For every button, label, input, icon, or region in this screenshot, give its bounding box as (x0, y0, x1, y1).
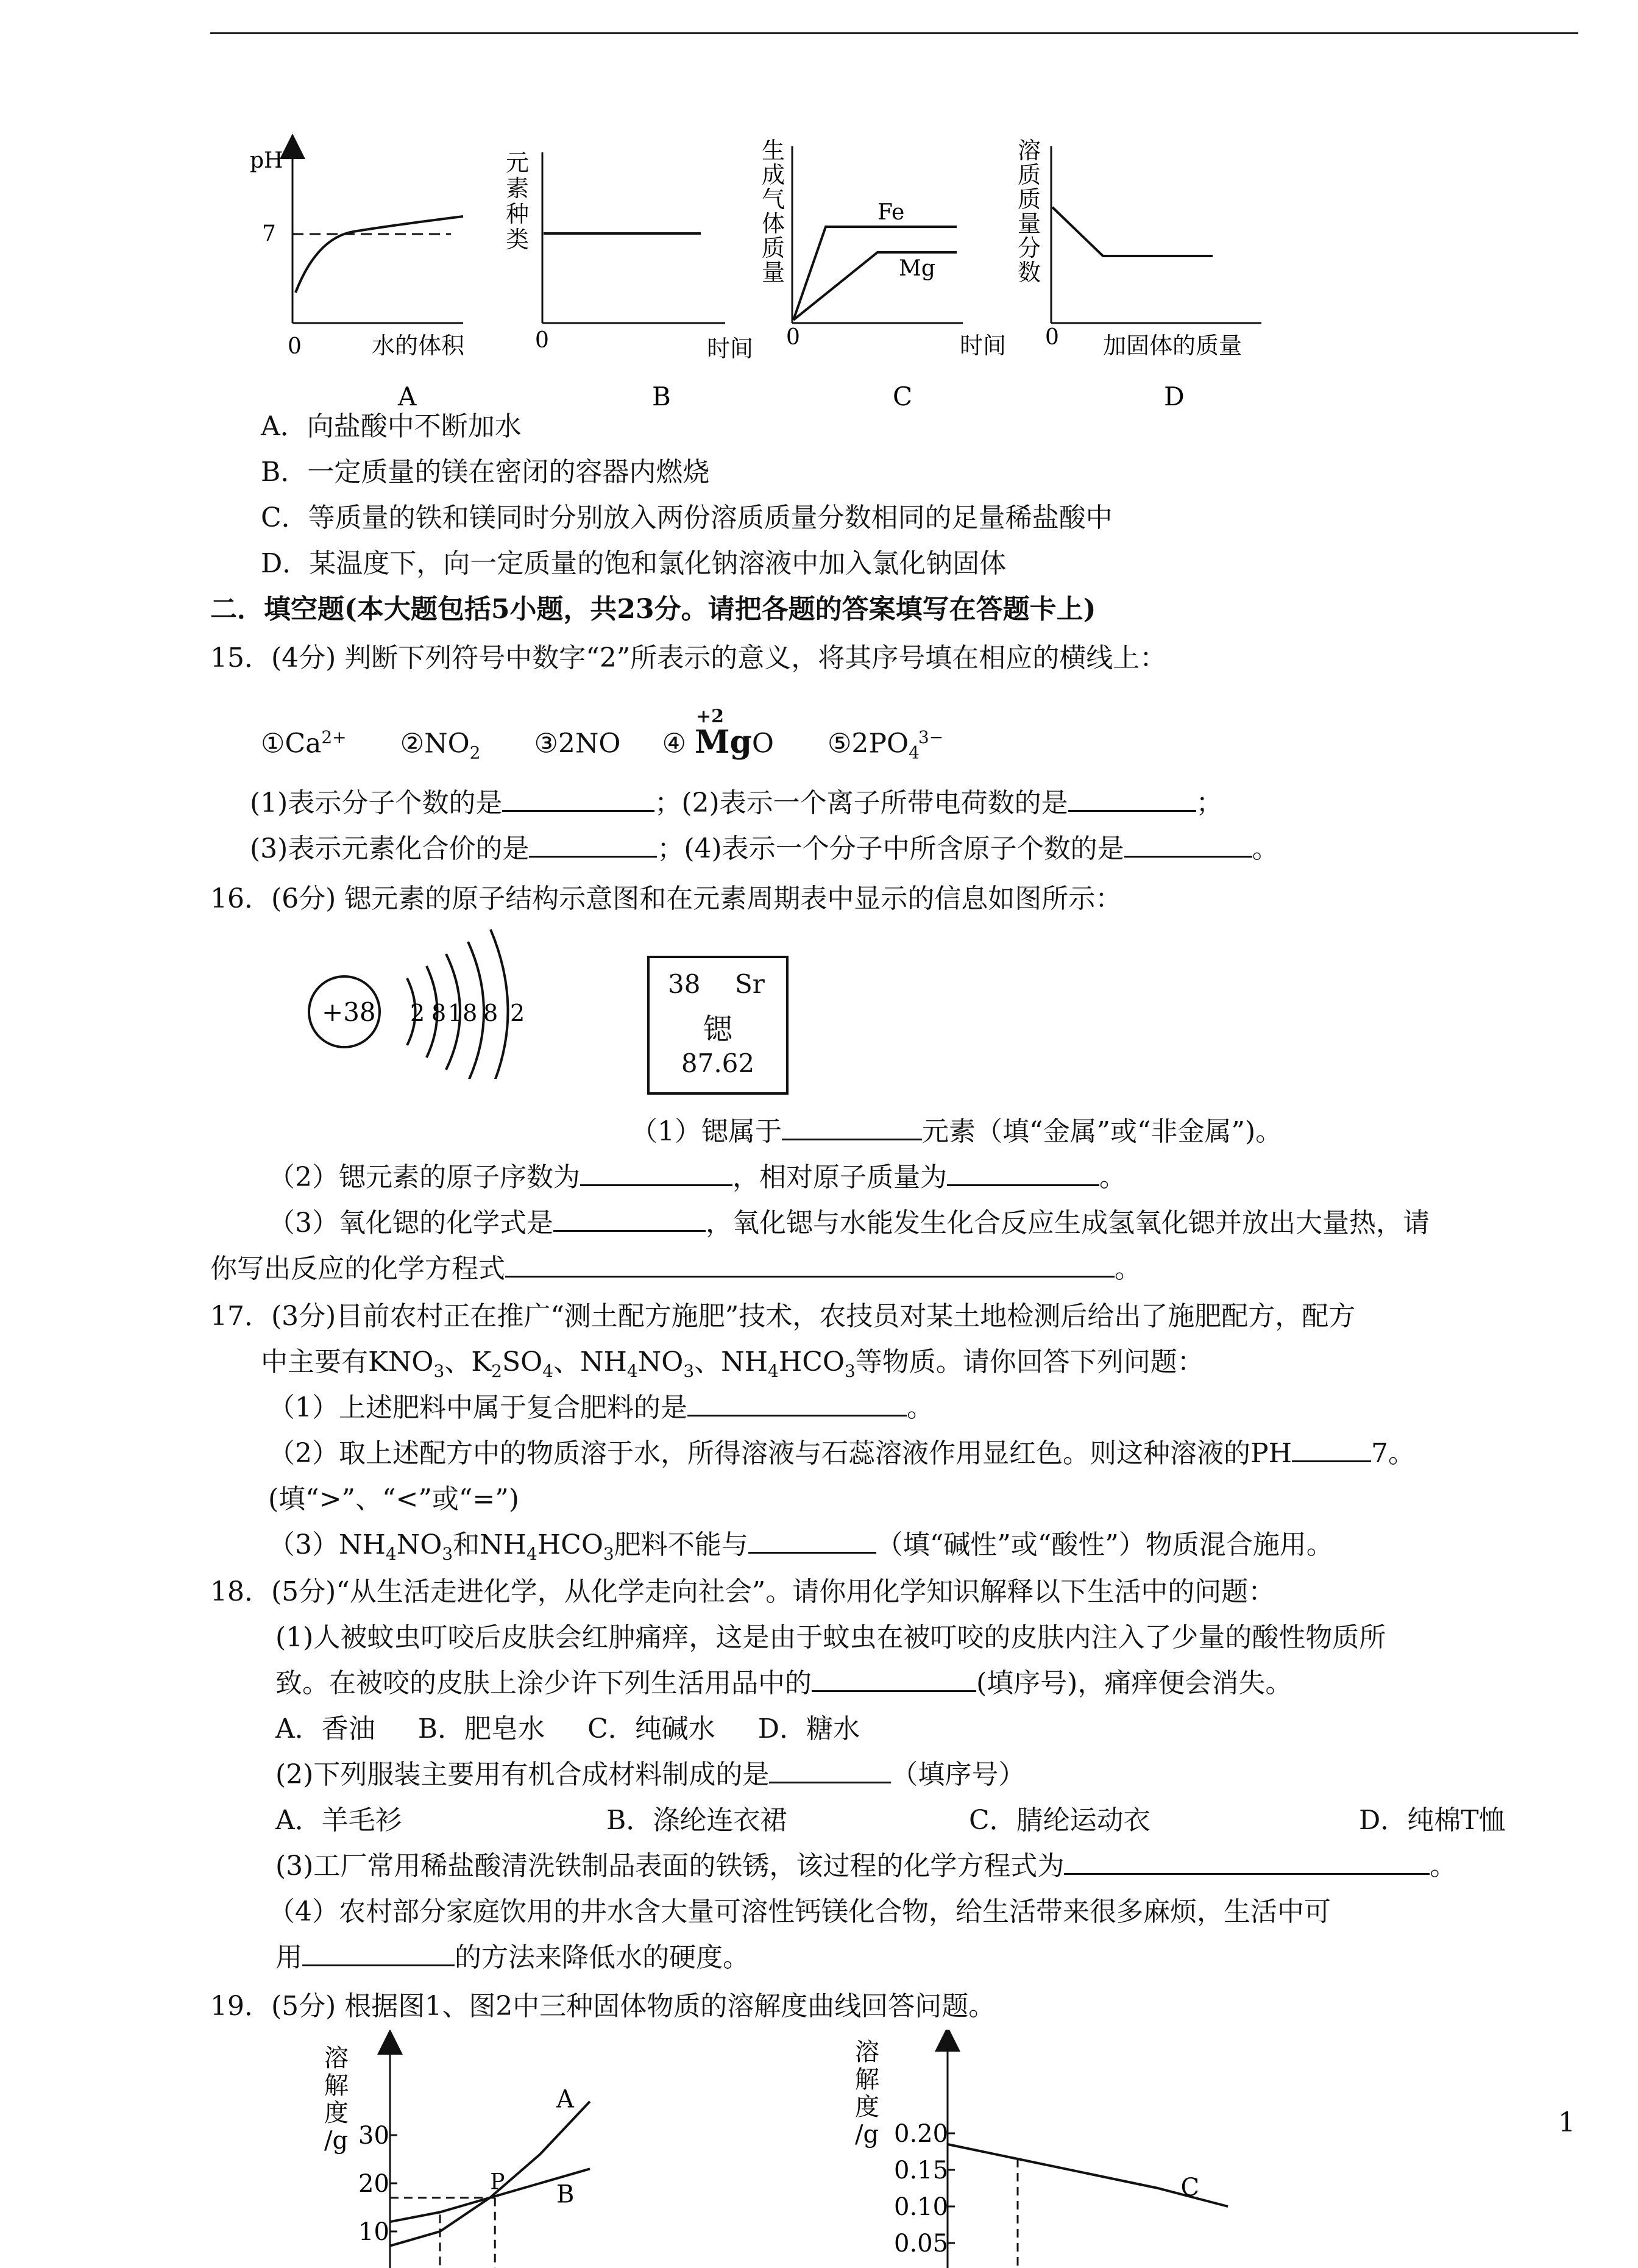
svg-text:解: 解 (324, 2072, 349, 2100)
q15-semicolon: ； (1196, 787, 1223, 819)
q17-s1: 3 (433, 1360, 445, 1381)
q15-symbol-4 (694, 705, 752, 763)
q17-t8: 等物质。请你回答下列问题： (855, 1346, 1204, 1378)
q18-opt2-b: B．涤纶连衣裙 (606, 1805, 787, 1836)
chart1-ylabel (324, 2044, 349, 2155)
q15-symbol-4-prefix: ④ (662, 728, 686, 759)
q15-mg: Mg (694, 723, 752, 761)
q17-t14: （填“碱性”或“酸性”）物质混合施用。 (876, 1529, 1333, 1560)
q15-prompt-4: ；(4)表示一个分子中所含原子个数的是 (657, 833, 1124, 864)
header-rule (210, 32, 1578, 34)
cell-element-name: 锶 (703, 1012, 732, 1047)
shell-2: 8 (431, 1000, 447, 1026)
q17-s11: 3 (603, 1543, 614, 1564)
q17-line-4 (268, 1527, 1333, 1573)
q16-prompt-3: （3）氧化锶的化学式是 (268, 1207, 553, 1239)
q18-prompt-4b: 用 (275, 1942, 302, 1973)
shell-4: 8 (483, 1000, 498, 1026)
svg-text:溶: 溶 (324, 2044, 349, 2072)
page-number: 1 (1558, 2107, 1575, 2138)
graph-a-ylabel: pH (250, 148, 283, 173)
graph-c (762, 137, 1006, 411)
graph-a-tick-7: 7 (262, 221, 276, 246)
q16-line-1 (631, 1114, 1282, 1150)
q17-prompt-2b: 7。 (1370, 1438, 1415, 1469)
q18-blank-3[interactable] (1064, 1849, 1430, 1875)
q15-symbol-5-sub: 4 (909, 742, 920, 763)
q17-prompt-2: （2）取上述配方中的物质溶于水，所得溶液与石蕊溶液作用显红色。则这种溶液的PH (268, 1438, 1292, 1469)
q16-prompt-2c: 。 (1099, 1162, 1126, 1193)
graph-c-fe-label: Fe (878, 200, 905, 225)
q17-t7: HCO (778, 1346, 845, 1378)
q18-opt1-d: D．糖水 (757, 1713, 860, 1744)
svg-text:解: 解 (855, 2066, 879, 2094)
q16-blank-1[interactable] (782, 1114, 922, 1140)
q17-prompt-1: （1）上述肥料中属于复合肥料的是 (268, 1392, 687, 1423)
periodic-cell (647, 956, 789, 1095)
q15-blank-2[interactable] (1068, 786, 1196, 812)
q17-blank-3[interactable] (748, 1527, 876, 1554)
q17-line-2 (268, 1435, 1415, 1472)
q15-prompt-2: ；(2)表示一个离子所带电荷数的是 (654, 787, 1068, 819)
q15-blank-1[interactable] (502, 786, 654, 812)
q15-line-2 (250, 831, 1279, 867)
q19-stem: 19．(5分) 根据图1、图2中三种固体物质的溶解度曲线回答问题。 (210, 1991, 996, 2022)
q17-blank-2[interactable] (1292, 1436, 1371, 1462)
q16-prompt-1: （1）锶属于 (631, 1116, 782, 1147)
q16-line-3 (268, 1205, 1430, 1242)
q14-graphs (232, 134, 1292, 421)
q17-s7: 3 (844, 1360, 856, 1381)
strontium-atom-diagram (299, 914, 555, 1079)
q15-symbol-3: ③2NO (534, 728, 621, 759)
q18-opt2-c: C．腈纶运动衣 (969, 1805, 1150, 1836)
q17-t2: 、K (444, 1346, 492, 1378)
q15-symbol-1: ①Ca (261, 728, 322, 759)
graph-c-ylabel: 生成气体质量 (762, 137, 785, 286)
q17-s4: 4 (626, 1360, 638, 1381)
cell-atomic-mass: 87.62 (681, 1048, 755, 1078)
q15-symbol-5: ⑤2PO (827, 728, 909, 759)
q18-line-6 (275, 1939, 750, 1976)
q17-line-3: (填“>”、“<”或“=”) (268, 1484, 519, 1515)
q18-options-1 (275, 1711, 860, 1747)
q15-blank-3[interactable] (529, 831, 657, 858)
q14-option-a: A．向盐酸中不断加水 (261, 411, 522, 442)
q15-symbol-2-sub: 2 (469, 742, 481, 763)
chart1-ytick-30: 30 (358, 2122, 389, 2150)
q18-blank-1[interactable] (812, 1666, 976, 1692)
q16-prompt-3d: 。 (1115, 1253, 1141, 1284)
q17-line-1 (268, 1390, 934, 1426)
q18-prompt-3b: 。 (1430, 1850, 1457, 1882)
svg-text:溶: 溶 (855, 2038, 879, 2066)
chart1-point-p: P (490, 2169, 505, 2195)
chart2-ytick-0.15: 0.15 (894, 2156, 949, 2184)
graph-d-letter: D (1164, 382, 1185, 411)
nucleus-charge: +38 (322, 997, 376, 1027)
q16-blank-3[interactable] (947, 1160, 1099, 1186)
q17-s5: 3 (683, 1360, 695, 1381)
q16-prompt-2: （2）锶元素的原子序数为 (268, 1162, 580, 1193)
graph-a-xlabel: 水的体积 (372, 332, 465, 359)
q15-prompt-3: (3)表示元素化合价的是 (250, 833, 530, 864)
q18-opt2-d: D．纯棉T恤 (1359, 1805, 1506, 1836)
graph-c-xlabel: 时间 (960, 332, 1007, 359)
q18-opt1-b: B．肥皂水 (417, 1713, 545, 1744)
q17-s6: 4 (768, 1360, 779, 1381)
section-2-title: 二．填空题(本大题包括5小题，共23分。请把各题的答案填写在答题卡上) (210, 594, 1096, 625)
q17-t5: NO (637, 1346, 684, 1378)
q17-t4: 、NH (553, 1346, 627, 1378)
graph-d-origin: 0 (1045, 325, 1059, 350)
q18-prompt-2b: （填序号） (891, 1759, 1026, 1790)
q17-t1: 中主要有KNO (261, 1346, 434, 1378)
q14-option-b: B．一定质量的镁在密闭的容器内燃烧 (261, 457, 710, 488)
graph-b-letter: B (652, 382, 671, 411)
q16-prompt-2b: ，相对原子质量为 (732, 1162, 947, 1193)
chart2-ytick-0.05: 0.05 (894, 2230, 949, 2258)
q14-option-c: C．等质量的铁和镁同时分别放入两份溶质质量分数相同的足量稀盐酸中 (261, 502, 1113, 533)
chart2-ytick-0.20: 0.20 (894, 2120, 949, 2148)
q17-blank-1[interactable] (687, 1390, 907, 1417)
q15-period: 。 (1252, 833, 1279, 864)
q18-line-4 (275, 1848, 1456, 1885)
q16-prompt-1b: 元素（填“金属”或“非金属”)。 (922, 1116, 1283, 1147)
q18-prompt-1c: (填序号)，痛痒便会消失。 (976, 1668, 1292, 1699)
q18-prompt-3: (3)工厂常用稀盐酸清洗铁制品表面的铁锈，该过程的化学方程式为 (275, 1850, 1065, 1882)
q18-prompt-2: (2)下列服装主要用有机合成材料制成的是 (275, 1759, 770, 1790)
cell-atomic-number: 38 (668, 969, 701, 999)
svg-text:度: 度 (324, 2099, 349, 2127)
q18-blank-4[interactable] (302, 1940, 455, 1966)
svg-text:/g: /g (855, 2120, 879, 2149)
q17-prompt-1b: 。 (907, 1392, 934, 1423)
svg-text:/g: /g (324, 2127, 349, 2155)
q15-symbol-5-sup: 3− (918, 727, 944, 747)
q15-blank-4[interactable] (1124, 831, 1252, 858)
q16-prompt-3b: ，氧化锶与水能发生化合反应生成氢氧化锶并放出大量热，请 (706, 1207, 1430, 1239)
q18-opt2-a: A．羊毛衫 (275, 1805, 402, 1836)
q17-t9: （3）NH (268, 1529, 386, 1560)
q14-option-d: D．某温度下，向一定质量的饱和氯化钠溶液中加入氯化钠固体 (261, 548, 1007, 579)
chart1-series-label-A: A (556, 2085, 574, 2114)
graph-a (250, 146, 465, 411)
q17-s9: 3 (442, 1543, 453, 1564)
q17-t3: SO (502, 1346, 543, 1378)
chart1-series-label-B: B (556, 2180, 575, 2209)
graph-d (1018, 137, 1261, 411)
cell-symbol: Sr (735, 969, 765, 999)
graph-c-letter: C (893, 382, 913, 411)
chart2-ytick-0.10: 0.10 (894, 2193, 949, 2221)
svg-text:度: 度 (855, 2093, 879, 2121)
chart1-ytick-20: 20 (358, 2170, 389, 2198)
q17-t11: 和NH (453, 1529, 526, 1560)
solubility-chart-2 (850, 2030, 1313, 2268)
q15-prompt-1: (1)表示分子个数的是 (250, 787, 503, 819)
q17-stem-2 (261, 1344, 1204, 1390)
q15-symbol-4-o: O (751, 728, 774, 759)
q18-stem: 18．(5分)“从生活走进化学，从化学走向社会”。请你用化学知识解释以下生活中的问题： (210, 1576, 1275, 1607)
q18-line-2 (275, 1665, 1292, 1702)
q17-t10: NO (396, 1529, 442, 1560)
q16-line-2 (268, 1159, 1126, 1196)
q18-blank-2[interactable] (769, 1757, 891, 1783)
q16-prompt-3c: 你写出反应的化学方程式 (210, 1253, 505, 1284)
q17-s8: 4 (385, 1543, 397, 1564)
q15-symbol-2: ②NO (400, 728, 470, 759)
q17-t6: 、NH (694, 1346, 768, 1378)
shell-3: 18 (448, 1000, 478, 1026)
graph-a-letter: A (398, 382, 417, 411)
q17-s10: 4 (526, 1543, 537, 1564)
graph-b (506, 149, 753, 411)
graph-d-xlabel: 加固体的质量 (1103, 332, 1243, 359)
chart1-ytick-10: 10 (358, 2218, 389, 2246)
q17-stem-1: 17．(3分)目前农村正在推广“测土配方施肥”技术，农技员对某土地检测后给出了施肥配方，配方 (210, 1301, 1356, 1332)
q18-opt1-c: C．纯碱水 (587, 1713, 715, 1744)
q17-t12: HCO (537, 1529, 603, 1560)
graph-d-ylabel: 溶质质量分数 (1018, 137, 1041, 286)
shell-1: 2 (410, 1000, 425, 1026)
q18-prompt-1b: 致。在被咬的皮肤上涂少许下列生活用品中的 (275, 1668, 812, 1699)
graph-b-origin: 0 (535, 328, 549, 353)
q18-line-3 (275, 1757, 1025, 1793)
q15-symbols (261, 705, 944, 771)
graph-b-xlabel: 时间 (707, 335, 754, 362)
q17-s2: 2 (491, 1360, 502, 1381)
q15-line-1 (250, 785, 1223, 822)
q16-blank-4[interactable] (553, 1206, 706, 1232)
q18-prompt-4c: 的方法来降低水的硬度。 (455, 1942, 750, 1973)
q15-valence: +2 (695, 705, 724, 727)
q18-opt1-a: A．香油 (275, 1713, 375, 1744)
graph-c-mg-label: Mg (899, 256, 935, 281)
q16-stem: 16．(6分) 锶元素的原子结构示意图和在元素周期表中显示的信息如图所示： (210, 883, 1122, 914)
chart2-series-label-C: C (1180, 2174, 1200, 2202)
q16-blank-5[interactable] (505, 1251, 1115, 1278)
q18-line-5: （4）农村部分家庭饮用的井水含大量可溶性钙镁化合物，给生活带来很多麻烦，生活中可 (268, 1896, 1331, 1927)
q17-t13: 肥料不能与 (614, 1529, 748, 1560)
graph-b-ylabel: 元素种类 (506, 149, 530, 253)
chart2-ylabel (855, 2038, 879, 2149)
q16-blank-2[interactable] (580, 1160, 732, 1186)
graph-c-origin: 0 (786, 325, 800, 350)
q15-symbol-1-sup: 2+ (321, 727, 347, 747)
shell-5: 2 (510, 1000, 525, 1026)
q16-line-4 (210, 1251, 1141, 1287)
q15-stem: 15．(4分) 判断下列符号中数字“2”所表示的意义，将其序号填在相应的横线上： (210, 642, 1167, 674)
graph-a-origin: 0 (288, 334, 302, 359)
q18-line-1: (1)人被蚊虫叮咬后皮肤会红肿痛痒，这是由于蚊虫在被叮咬的皮肤内注入了少量的酸性物质所 (275, 1622, 1386, 1653)
q17-s3: 4 (542, 1360, 554, 1381)
solubility-chart-1 (317, 2030, 780, 2268)
